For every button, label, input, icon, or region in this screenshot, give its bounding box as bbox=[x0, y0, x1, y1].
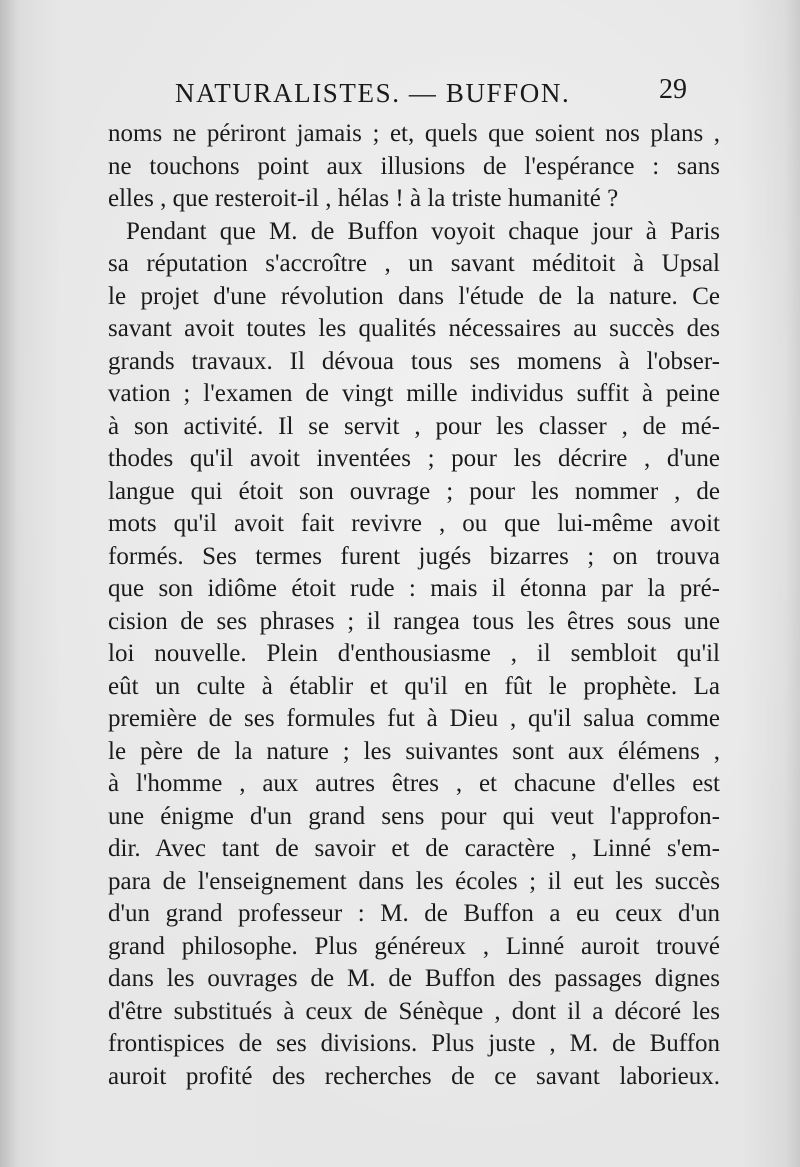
text-line: à l'homme , aux autres êtres , et chacune d'elles est bbox=[108, 770, 720, 797]
text-line: dans les ouvrages de M. de Buffon des passages dignes bbox=[108, 965, 720, 992]
text-line: une énigme d'un grand sens pour qui veut l'approfon- bbox=[108, 802, 720, 830]
text-line: noms ne périront jamais ; et, quels que soient nos plans , bbox=[108, 120, 720, 147]
text-line: vation ; l'examen de vingt mille individus suffit à peine bbox=[108, 380, 720, 407]
text-line: à son activité. Il se servit , pour les classer , de mé- bbox=[108, 412, 720, 440]
text-line: grand philosophe. Plus généreux , Linné auroit trouvé bbox=[108, 932, 720, 960]
text-line: ne touchons point aux illusions de l'espérance : sans bbox=[108, 152, 720, 180]
text-line: sa réputation s'accroître , un savant méditoit à Upsal bbox=[108, 250, 720, 277]
text-line: langue qui étoit son ouvrage ; pour les nommer , de bbox=[108, 477, 720, 505]
text-line: mots qu'il avoit fait revivre , ou que lui-même avoit bbox=[108, 510, 720, 537]
text-line: que son idiôme étoit rude : mais il étonna par la pré- bbox=[108, 575, 720, 602]
running-head bbox=[175, 74, 695, 114]
text-line: d'un grand professeur : M. de Buffon a eu ceux d'un bbox=[108, 900, 720, 927]
text-line: cision de ses phrases ; il rangea tous les êtres sous une bbox=[108, 607, 720, 635]
text-line: d'être substitués à ceux de Sénèque , dont il a décoré les bbox=[108, 997, 720, 1025]
text-line: formés. Ses termes furent jugés bizarres ; on trouva bbox=[108, 542, 720, 570]
text-line: eût un culte à établir et qu'il en fût le prophète. La bbox=[108, 672, 720, 700]
text-line: le projet d'une révolution dans l'étude de la nature. Ce bbox=[108, 282, 720, 310]
text-line: Pendant que M. de Buffon voyoit chaque jour à Paris bbox=[126, 217, 720, 245]
page-number: 29 bbox=[659, 74, 687, 105]
text-line: frontispices de ses divisions. Plus juste , M. de Buffon bbox=[108, 1030, 720, 1057]
text-line: para de l'enseignement dans les écoles ; il eut les succès bbox=[108, 867, 720, 895]
text-line: savant avoit toutes les qualités nécessaires au succès des bbox=[108, 315, 720, 342]
text-line: elles , que resteroit-il , hélas ! à la triste humanité ? bbox=[108, 185, 619, 212]
body-text bbox=[108, 118, 720, 1093]
running-title: NATURALISTES. — BUFFON. bbox=[175, 78, 571, 108]
text-line: le père de la nature ; les suivantes sont aux élémens , bbox=[108, 737, 720, 765]
text-line: dir. Avec tant de savoir et de caractère , Linné s'em- bbox=[108, 835, 720, 862]
text-line: grands travaux. Il dévoua tous ses momens à l'obser- bbox=[108, 347, 720, 375]
text-line: thodes qu'il avoit inventées ; pour les décrire , d'une bbox=[108, 445, 720, 472]
text-line: auroit profité des recherches de ce savant laborieux. bbox=[108, 1062, 720, 1090]
text-line: loi nouvelle. Plein d'enthousiasme , il sembloit qu'il bbox=[108, 640, 720, 667]
text-line: première de ses formules fut à Dieu , qu'il salua comme bbox=[108, 705, 720, 732]
